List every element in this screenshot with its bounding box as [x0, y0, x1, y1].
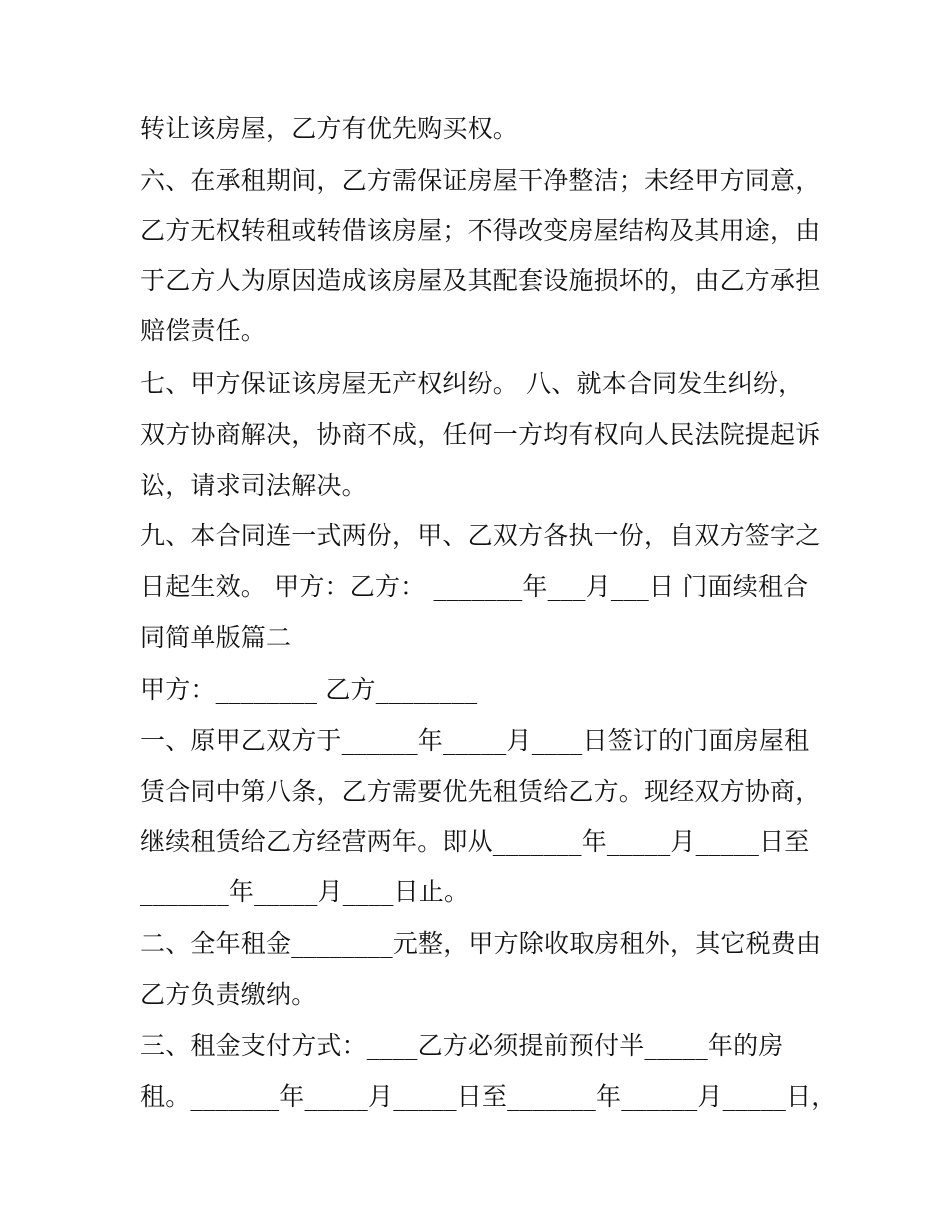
text-line-9: 九、本合同连一式两份，甲、乙双方各执一份，自双方签字之: [140, 521, 821, 550]
text-line-13: 一、原甲乙双方于______年_____月____日签订的门面房屋租: [140, 726, 810, 755]
text-line-17: 二、全年租金________元整，甲方除收取房租外，其它税费由: [140, 929, 822, 958]
text-line-4: 于乙方人为原因造成该房屋及其配套设施损坏的，由乙方承担: [140, 266, 821, 295]
text-line-20: 租。_______年_____月_____日至_______年______月_____日，: [140, 1082, 837, 1111]
text-line-14: 赁合同中第八条，乙方需要优先租赁给乙方。现经双方协商，: [140, 777, 821, 806]
text-line-16: _______年_____月____日止。: [140, 877, 470, 906]
text-line-1: 转让该房屋，乙方有优先购买权。: [140, 114, 519, 143]
text-line-10: 日起生效。 甲方：乙方： _______年___月___日 门面续租合: [140, 572, 809, 601]
text-line-3: 乙方无权转租或转借该房屋；不得改变房屋结构及其用途，由: [140, 216, 821, 245]
text-line-18: 乙方负责缴纳。: [140, 980, 317, 1009]
text-line-12: 甲方：________ 乙方________: [140, 675, 478, 704]
text-line-11: 同简单版篇二: [140, 623, 292, 652]
text-line-8: 讼，请求司法解决。: [140, 471, 367, 500]
text-line-15: 继续租赁给乙方经营两年。即从_______年_____月_____日至: [140, 827, 810, 856]
text-line-5: 赔偿责任。: [140, 316, 267, 345]
text-line-7: 双方协商解决，协商不成，任何一方均有权向人民法院提起诉: [140, 420, 821, 449]
text-line-2: 六、在承租期间，乙方需保证房屋干净整洁；未经甲方同意，: [140, 166, 821, 195]
text-line-19: 三、租金支付方式：____乙方必须提前预付半_____年的房: [140, 1031, 784, 1060]
text-line-6: 七、甲方保证该房屋无产权纠纷。 八、就本合同发生纠纷，: [140, 369, 804, 398]
